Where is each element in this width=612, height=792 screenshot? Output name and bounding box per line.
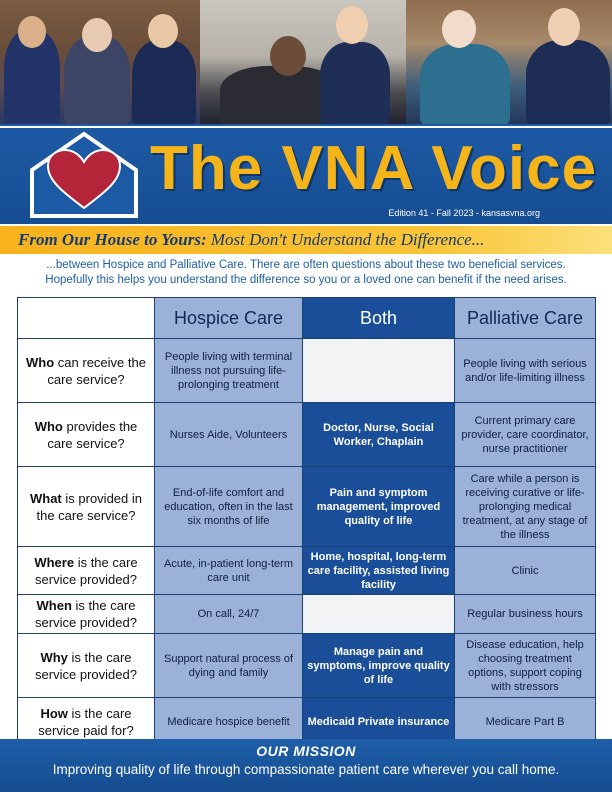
edition-info: Edition 41 - Fall 2023 - kansasvna.org — [388, 208, 540, 218]
both-cell: Manage pain and symptoms, improve quality of life — [303, 634, 455, 698]
newsletter-title: The VNA Voice — [150, 134, 598, 203]
header-hospice: Hospice Care — [155, 298, 303, 339]
banner-top-stripe — [0, 126, 612, 128]
question-cell: When is the care service provided? — [18, 595, 155, 634]
palliative-cell: Regular business hours — [455, 595, 596, 634]
hospice-cell: On call, 24/7 — [155, 595, 303, 634]
table-row — [18, 467, 596, 547]
hospice-cell: Acute, in-patient long-term care unit — [155, 547, 303, 595]
intro-line-2: Hopefully this helps you understand the difference so you or a loved one can benefit if the need arises. — [45, 274, 567, 286]
both-cell: Pain and symptom management, improved quality of life — [303, 467, 455, 547]
both-cell: Home, hospital, long-term care facility, assisted living facility — [303, 547, 455, 595]
headline-rest: Most Don't Understand the Difference... — [210, 230, 485, 249]
headline-lead: From Our House to Yours: — [18, 230, 207, 249]
mission-statement: Improving quality of life through compassionate patient care wherever you call home. — [52, 762, 560, 777]
header-blank-cell — [18, 298, 155, 339]
intro-line-1: ...between Hospice and Palliative Care. There are often questions about these two beneficial services. — [46, 259, 566, 271]
table-row — [18, 547, 596, 595]
photo-nurse-checking-blood-pressure — [406, 0, 612, 124]
table-row — [18, 339, 596, 403]
palliative-cell: Current primary care provider, care coordinator, nurse practitioner — [455, 403, 596, 467]
comparison-table — [17, 297, 596, 746]
mission-heading: OUR MISSION — [256, 743, 356, 759]
question-cell: Why is the care service provided? — [18, 634, 155, 698]
question-cell: Who provides the care service? — [18, 403, 155, 467]
question-cell: How is the care service paid for? — [18, 698, 155, 746]
hospice-cell: Support natural process of dying and family — [155, 634, 303, 698]
photo-nurse-with-veteran — [200, 0, 406, 124]
palliative-cell: Medicare Part B — [455, 698, 596, 746]
house-heart-logo-icon — [26, 130, 142, 218]
masthead-banner — [0, 124, 612, 224]
table-row — [18, 403, 596, 467]
header-both: Both — [303, 298, 455, 339]
palliative-cell: People living with serious and/or life-limiting illness — [455, 339, 596, 403]
palliative-cell: Disease education, help choosing treatment options, support coping with stressors — [455, 634, 596, 698]
hospice-cell: Nurses Aide, Volunteers — [155, 403, 303, 467]
intro-paragraph — [10, 258, 602, 288]
header-photo-strip — [0, 0, 612, 124]
question-cell: What is provided in the care service? — [18, 467, 155, 547]
photo-nurses-with-patient — [0, 0, 200, 124]
palliative-cell: Clinic — [455, 547, 596, 595]
table-row — [18, 595, 596, 634]
question-cell: Where is the care service provided? — [18, 547, 155, 595]
table-header-row — [18, 298, 596, 339]
article-headline — [0, 226, 612, 254]
mission-footer — [0, 739, 612, 792]
both-cell: Medicaid Private insurance — [303, 698, 455, 746]
table-row — [18, 634, 596, 698]
hospice-cell: End-of-life comfort and education, often in the last six months of life — [155, 467, 303, 547]
palliative-cell: Care while a person is receiving curative or life-prolonging medical treatment, at any stage of the illness — [455, 467, 596, 547]
hospice-cell: People living with terminal illness not pursuing life-prolonging treatment — [155, 339, 303, 403]
both-cell — [303, 595, 455, 634]
hospice-cell: Medicare hospice benefit — [155, 698, 303, 746]
both-cell: Doctor, Nurse, Social Worker, Chaplain — [303, 403, 455, 467]
both-cell — [303, 339, 455, 403]
header-palliative: Palliative Care — [455, 298, 596, 339]
question-cell: Who can receive the care service? — [18, 339, 155, 403]
